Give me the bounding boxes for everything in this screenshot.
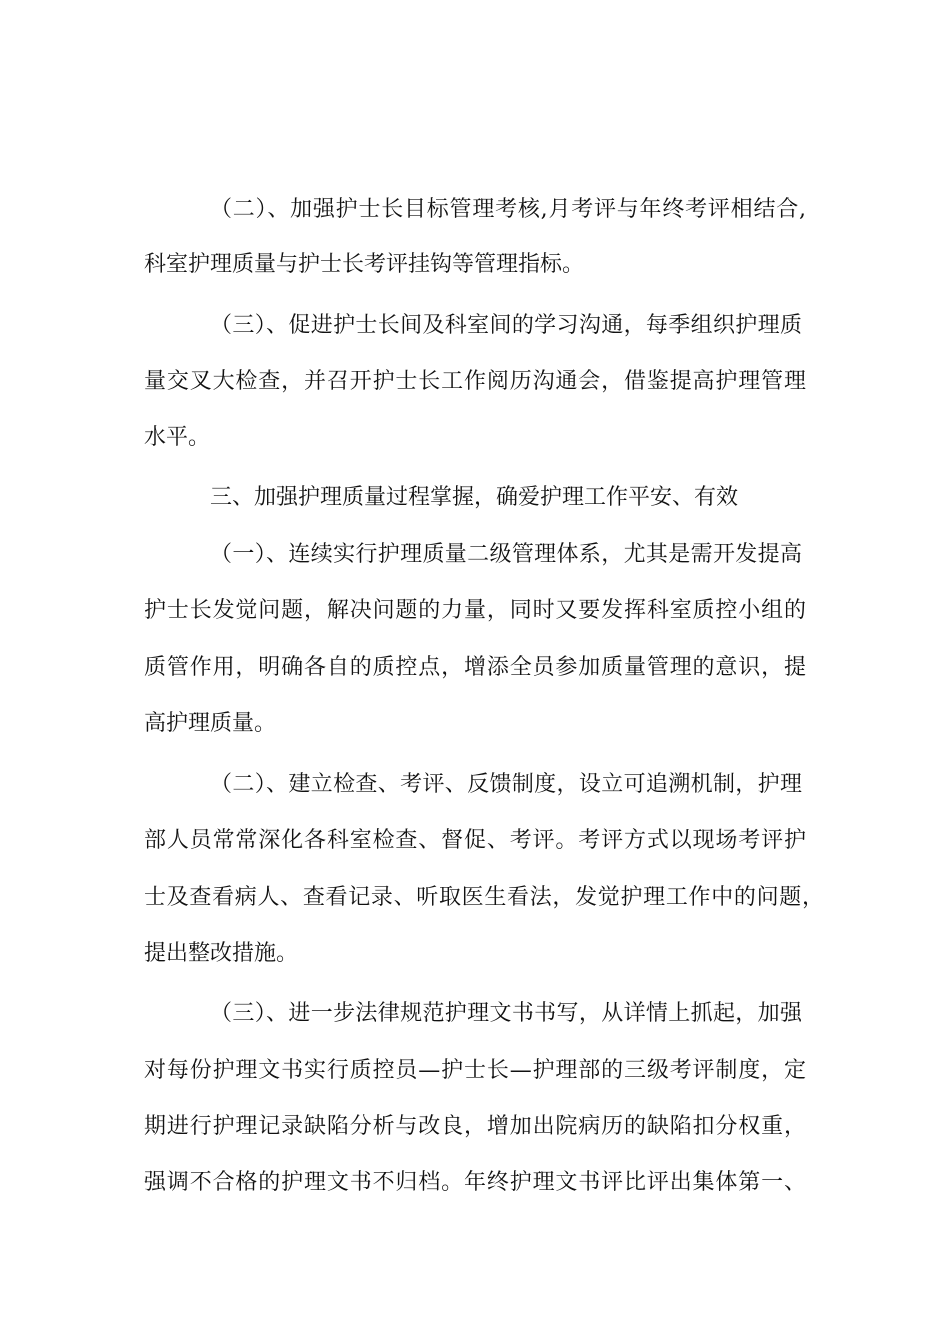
text-line: 水平。 — [144, 425, 211, 450]
text-line: 护士长发觉问题，解决问题的力量，同时又要发挥科室质控小组的 — [144, 598, 806, 623]
text-line: 对每份护理文书实行质控员—护士长—护理部的三级考评制度，定 — [144, 1058, 806, 1083]
text-line: （二）、建立检查、考评、反馈制度，设立可追溯机制，护理 — [210, 772, 802, 797]
text-line: （一）、连续实行护理质量二级管理体系，尤其是需开发提高 — [210, 542, 802, 567]
text-line: 提出整改措施。 — [144, 941, 299, 966]
section-heading: 三、加强护理质量过程掌握，确爱护理工作平安、有效 — [210, 485, 739, 510]
text-line: （三）、进一步法律规范护理文书书写，从详情上抓起，加强 — [210, 1001, 802, 1026]
text-line: 部人员常常深化各科室检查、督促、考评。考评方式以现场考评护 — [144, 828, 806, 853]
text-line: 量交叉大检查，并召开护士长工作阅历沟通会，借鉴提高护理管理 — [144, 369, 806, 394]
text-line: 科室护理质量与护士长考评挂钩等管理指标。 — [144, 252, 585, 277]
text-line: 质管作用，明确各自的质控点，增添全员参加质量管理的意识，提 — [144, 655, 806, 680]
text-line: 高护理质量。 — [144, 711, 277, 736]
text-line: 期进行护理记录缺陷分析与改良，增加出院病历的缺陷扣分权重， — [144, 1114, 806, 1139]
text-line: 士及查看病人、查看记录、听取医生看法，发觉护理工作中的问题， — [144, 885, 824, 910]
text-line: （二）、加强护士长目标管理考核,月考评与年终考评相结合, — [210, 197, 806, 222]
text-line: （三）、促进护士长间及科室间的学习沟通，每季组织护理质 — [210, 313, 802, 338]
text-line: 强调不合格的护理文书不归档。年终护理文书评比评出集体第一、 — [144, 1170, 806, 1195]
